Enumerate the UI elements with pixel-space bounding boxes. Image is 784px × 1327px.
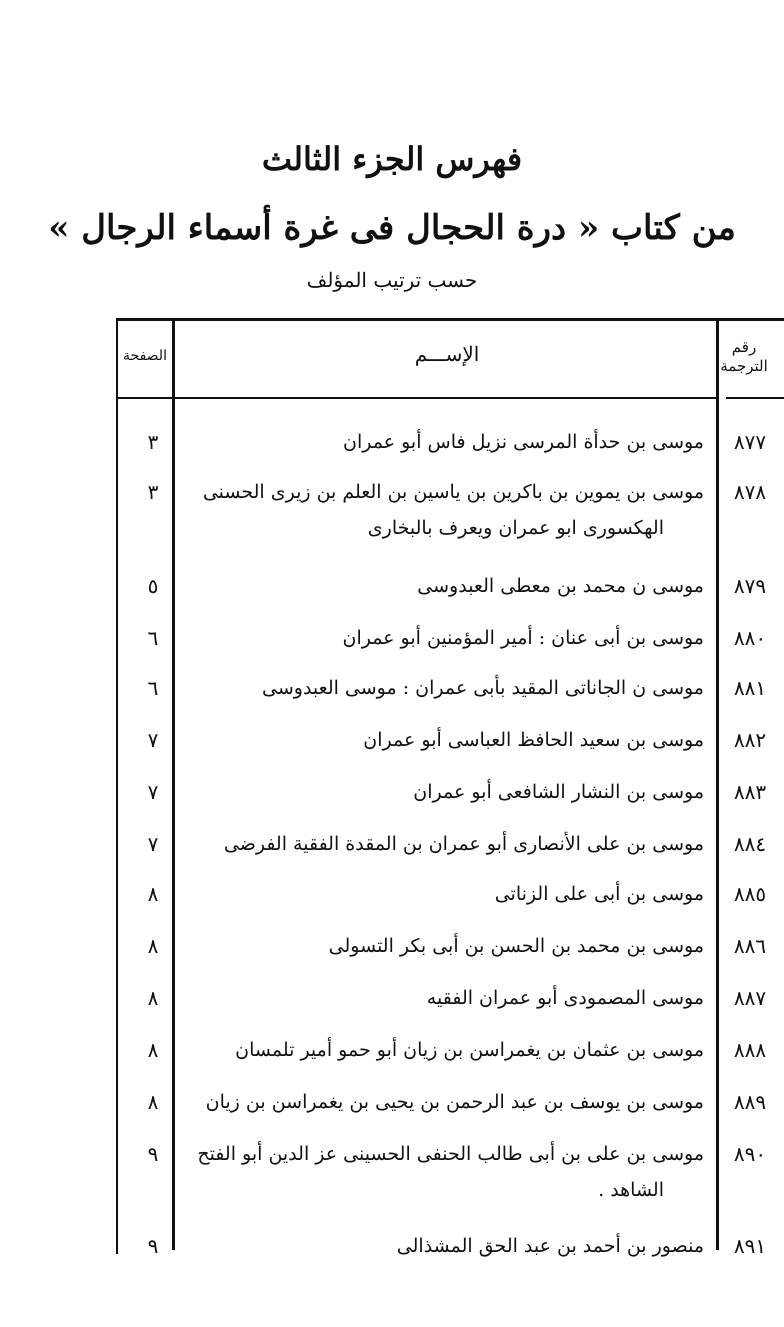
entry-number: ٨٨٨ (733, 1038, 767, 1062)
entry-page: ٥ (147, 574, 159, 598)
table-row (0, 670, 784, 722)
table-top-rule (116, 318, 784, 321)
entry-name-continuation: الشاهد . (598, 1179, 664, 1201)
entry-number: ٨٨٧ (733, 986, 767, 1010)
entry-name: موسى بن سعيد الحافظ العباسى أبو عمران (363, 729, 704, 751)
index-rows (0, 424, 784, 1278)
entry-name: منصور بن أحمد بن عبد الحق المشذالى (396, 1235, 704, 1257)
entry-name: موسى بن عثمان بن يغمراسن بن زيان أبو حمو أمير تلمسان (235, 1039, 704, 1061)
entry-number: ٨٧٧ (733, 430, 767, 454)
table-row (0, 1228, 784, 1278)
entry-page: ٧ (147, 728, 159, 752)
entry-name: موسى ن محمد بن معطى العبدوسى (417, 575, 704, 597)
entry-name: موسى بن أبى عنان : أمير المؤمنين أبو عمران (342, 627, 704, 649)
column-header-name: الإســـم (414, 342, 480, 366)
entry-number: ٨٧٨ (733, 480, 767, 504)
table-row (0, 474, 784, 568)
table-row (0, 620, 784, 670)
table-row (0, 1084, 784, 1136)
column-header-entry-number-line2: الترجمة (720, 357, 768, 375)
entry-name-line1: موسى بن على بن أبى طالب الحنفى الحسينى عز الدين أبو الفتح (197, 1143, 704, 1165)
table-row (0, 774, 784, 826)
entry-page: ٨ (147, 986, 159, 1010)
entry-page: ٩ (147, 1142, 159, 1166)
entry-number: ٨٩١ (733, 1234, 767, 1258)
entry-name: موسى بن النشار الشافعى أبو عمران (413, 781, 704, 803)
table-row (0, 980, 784, 1032)
entry-page: ٨ (147, 934, 159, 958)
entry-name (164, 1136, 704, 1208)
entry-number: ٨٨١ (733, 676, 767, 700)
entry-number: ٨٨٠ (733, 626, 767, 650)
column-header-entry-number-line1: رقم (731, 338, 757, 356)
table-row (0, 722, 784, 774)
entry-number: ٨٩٠ (733, 1142, 767, 1166)
entry-number: ٨٨٦ (733, 934, 767, 958)
column-header-entry-number (708, 338, 780, 376)
page-title: فهرس الجزء الثالث (261, 140, 523, 178)
entry-page: ٦ (147, 676, 159, 700)
table-row (0, 424, 784, 474)
entry-page: ٧ (147, 832, 159, 856)
table-row (0, 928, 784, 980)
order-note: حسب ترتيب المؤلف (306, 268, 478, 292)
entry-name: موسى بن يوسف بن عبد الرحمن بن يحيى بن يغمراسن بن زيان (205, 1091, 704, 1113)
entry-page: ٦ (147, 626, 159, 650)
entry-number: ٨٨٣ (733, 780, 767, 804)
entry-page: ٩ (147, 1234, 159, 1258)
entry-page: ٨ (147, 1038, 159, 1062)
entry-name-continuation: الهكسورى ابو عمران ويعرف بالبخارى (367, 517, 664, 539)
entry-name: موسى بن أبى على الزناتى (494, 883, 704, 905)
entry-number: ٨٨٩ (733, 1090, 767, 1114)
entry-page: ٧ (147, 780, 159, 804)
entry-name: موسى المصمودى أبو عمران الفقيه (426, 987, 704, 1009)
entry-page: ٣ (147, 480, 159, 504)
entry-name: موسى بن حدأة المرسى نزيل فاس أبو عمران (343, 431, 704, 453)
table-row (0, 1032, 784, 1084)
table-row (0, 826, 784, 876)
entry-page: ٨ (147, 882, 159, 906)
header-bottom-rule-number (726, 397, 784, 399)
column-header-page: الصفحة (123, 348, 167, 364)
entry-name-line1: موسى بن يموين بن باكرين بن ياسين بن العلم بن زيرى الحسنى (202, 481, 704, 503)
entry-name: موسى بن على الأنصارى أبو عمران بن المقدة الفقية الفرضى (223, 833, 704, 855)
entry-number: ٨٨٥ (733, 882, 767, 906)
book-subtitle: من كتاب « درة الحجال فى غرة أسماء الرجال » (48, 208, 736, 248)
entry-number: ٨٧٩ (733, 574, 767, 598)
entry-name (164, 474, 704, 546)
entry-name: موسى بن محمد بن الحسن بن أبى بكر التسولى (328, 935, 704, 957)
header-bottom-rule (116, 397, 716, 399)
table-row (0, 568, 784, 620)
entry-page: ٣ (147, 430, 159, 454)
entry-number: ٨٨٢ (733, 728, 767, 752)
entry-number: ٨٨٤ (733, 832, 767, 856)
table-row (0, 1136, 784, 1228)
entry-page: ٨ (147, 1090, 159, 1114)
entry-name: موسى ن الجاناتى المقيد بأبى عمران : موسى العبدوسى (262, 677, 704, 699)
table-row (0, 876, 784, 928)
